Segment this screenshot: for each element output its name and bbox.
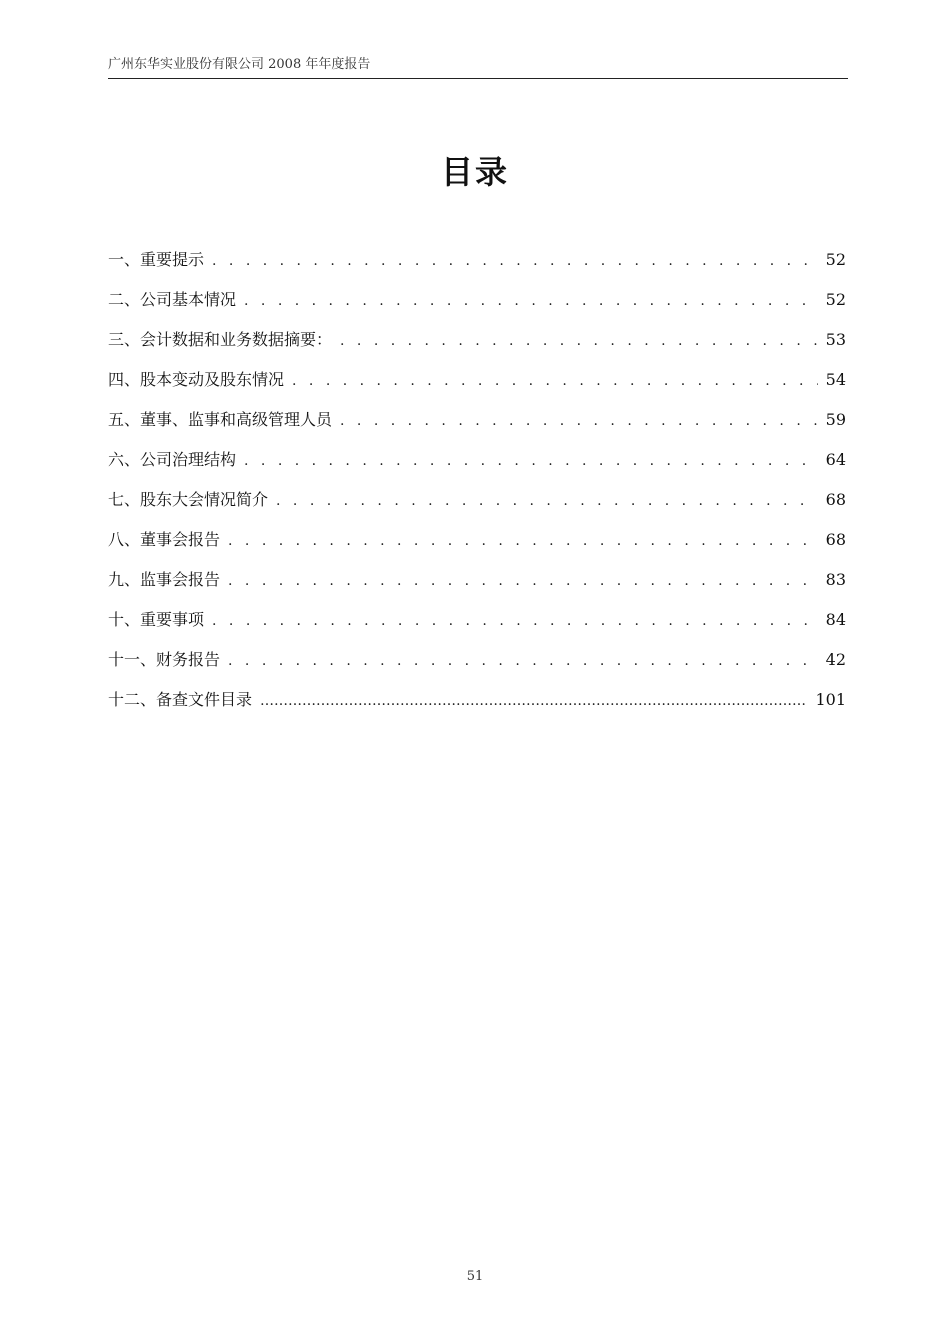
toc-entry[interactable] — [108, 648, 846, 688]
toc-entry[interactable] — [108, 328, 846, 368]
toc-dot-leader — [244, 449, 818, 473]
toc-entry-label: 十二、备查文件目录 — [108, 688, 256, 712]
toc-entry-page: 83 — [825, 570, 846, 589]
toc-entry-page: 59 — [825, 410, 846, 429]
toc-entry[interactable] — [108, 448, 846, 488]
toc-entry-page: 52 — [825, 250, 846, 269]
toc-entry[interactable] — [108, 568, 846, 608]
toc-entry-page: 68 — [825, 490, 846, 509]
toc-dot-leader — [340, 409, 818, 433]
toc-entry-page: 101 — [815, 690, 846, 709]
table-of-contents — [108, 248, 846, 728]
toc-entry-page: 84 — [825, 610, 846, 629]
toc-entry[interactable] — [108, 368, 846, 408]
header-text: 广州东华实业股份有限公司 2008 年年度报告 — [108, 57, 371, 72]
toc-entry-label: 四、股本变动及股东情况 — [108, 368, 288, 392]
toc-dot-leader — [340, 329, 818, 353]
toc-entry[interactable] — [108, 688, 846, 728]
toc-dot-leader — [228, 529, 818, 553]
toc-entry-page: 64 — [825, 450, 846, 469]
toc-entry-label: 十一、财务报告 — [108, 648, 224, 672]
toc-entry-page: 68 — [825, 530, 846, 549]
toc-entry-label: 九、监事会报告 — [108, 568, 224, 592]
toc-dot-leader — [260, 689, 807, 713]
toc-entry-label: 二、公司基本情况 — [108, 288, 240, 312]
page-number: 51 — [466, 1269, 484, 1284]
toc-dot-leader — [276, 489, 818, 513]
toc-dot-leader — [244, 289, 818, 313]
toc-entry[interactable] — [108, 528, 846, 568]
toc-dot-leader — [228, 649, 818, 673]
toc-entry-label: 八、董事会报告 — [108, 528, 224, 552]
toc-entry[interactable] — [108, 488, 846, 528]
toc-entry-label: 一、重要提示 — [108, 248, 208, 272]
toc-entry[interactable] — [108, 408, 846, 448]
toc-dot-leader — [292, 369, 818, 393]
toc-entry-page: 52 — [825, 290, 846, 309]
toc-entry-label: 三、会计数据和业务数据摘要： — [108, 328, 336, 352]
toc-entry-page: 54 — [825, 370, 846, 389]
toc-entry-label: 六、公司治理结构 — [108, 448, 240, 472]
toc-entry-label: 五、董事、监事和高级管理人员 — [108, 408, 336, 432]
toc-entry-page: 42 — [825, 650, 846, 669]
toc-dot-leader — [228, 569, 818, 593]
toc-dot-leader — [212, 609, 818, 633]
toc-dot-leader — [212, 249, 818, 273]
page-header — [108, 56, 848, 79]
toc-entry[interactable] — [108, 608, 846, 648]
toc-entry-page: 53 — [825, 330, 846, 349]
toc-entry[interactable] — [108, 288, 846, 328]
document-title: 目录 — [440, 153, 509, 191]
toc-entry-label: 七、股东大会情况简介 — [108, 488, 272, 512]
toc-entry-label: 十、重要事项 — [108, 608, 208, 632]
toc-entry[interactable] — [108, 248, 846, 288]
